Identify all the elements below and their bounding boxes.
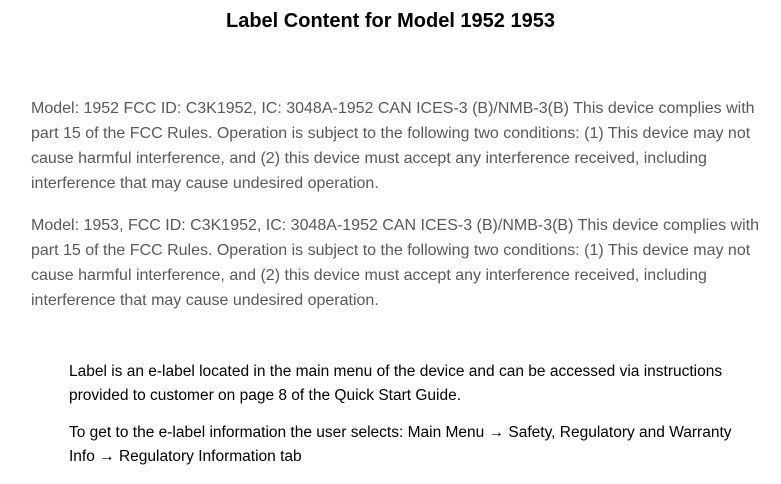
e-label-access-instructions: To get to the e-label information the user selects: Main Menu → Safety, Regulatory and Warranty Info → Regulatory Information tab xyxy=(69,424,732,465)
document-title: Label Content for Model 1952 1953 xyxy=(226,10,555,32)
e-label-location-note: Label is an e-label located in the main menu of the device and can be accessed via instructions provided to customer on page 8 of the Quick Start Guide. xyxy=(69,363,723,404)
label-content-model-1953: Model: 1953, FCC ID: C3K1952, IC: 3048A-1952 CAN ICES-3 (B)/NMB-3(B) This device complies with part 15 of the FCC Rules. Operation is subject to the following two conditions: (1) This device may not cause harmful interference, and (2) this device must accept any interference received, including interference that may cause undesired operation. xyxy=(31,217,759,309)
label-content-model-1952: Model: 1952 FCC ID: C3K1952, IC: 3048A-1952 CAN ICES-3 (B)/NMB-3(B) This device complies with part 15 of the FCC Rules. Operation is subject to the following two conditions: (1) This device may not cause harmful interference, and (2) this device must accept any interference received, including interference that may cause undesired operation. xyxy=(31,100,755,192)
